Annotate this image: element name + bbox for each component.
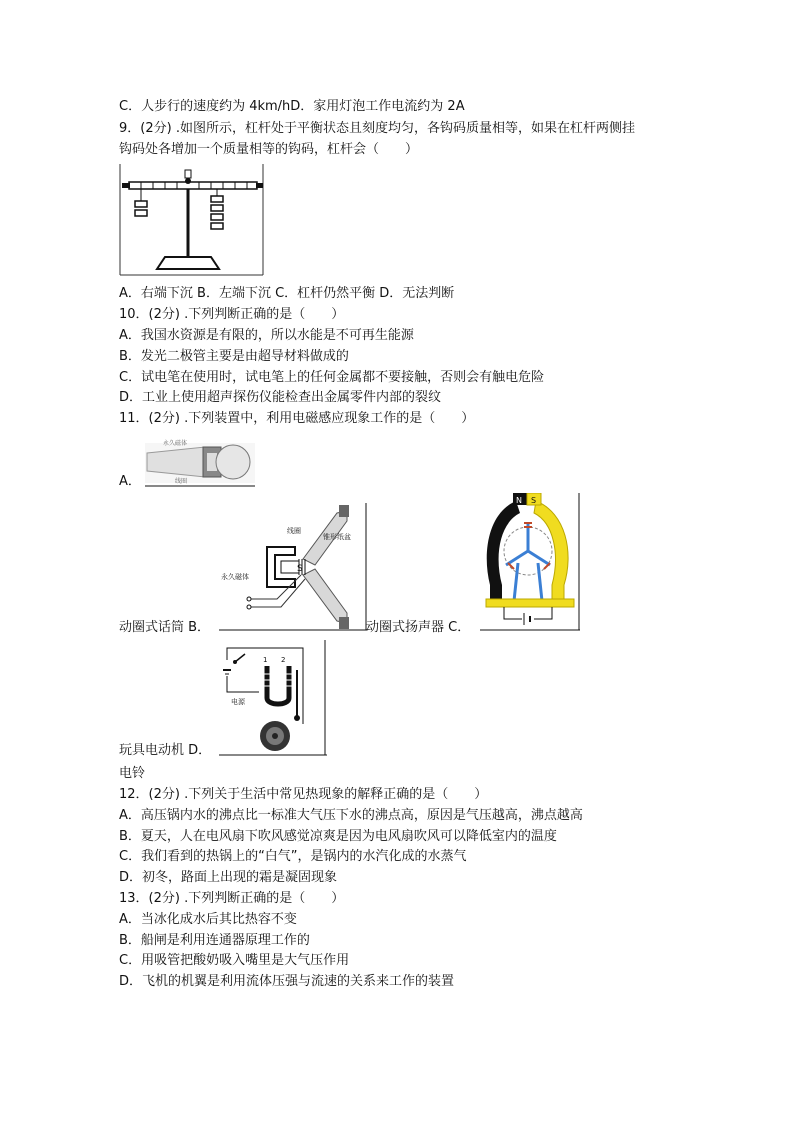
q12-option-b: B．夏天，人在电风扇下吹风感觉凉爽是因为电风扇吹风可以降低室内的温度 (119, 829, 557, 844)
svg-text:2: 2 (281, 656, 286, 664)
microphone-magnet-label: 永久磁体 (163, 440, 188, 447)
q11-caption-c-option-d: 玩具电动机 D． (119, 743, 212, 758)
q10-option-c: C．试电笔在使用时，试电笔上的任何金属都不要接触，否则会有触电危险 (119, 370, 545, 385)
q10-option-b: B．发光二极管主要是由超导材料做成的 (119, 349, 349, 364)
bell-power-label: 电源 (231, 698, 245, 706)
loudspeaker-magnet-label: 永久磁体 (221, 573, 249, 581)
loudspeaker-s-pole: S (297, 564, 303, 574)
motor-s-pole: S (531, 496, 537, 505)
q11-option-a-label: A． (119, 474, 141, 489)
q8-options-cd: C．人步行的速度约为 4km/hD．家用灯泡工作电流约为 2A (119, 99, 465, 114)
microphone-coil-label: 线圈 (175, 478, 188, 485)
q13-option-c: C．用吸管把酸奶吸入嘴里是大气压作用 (119, 953, 350, 968)
q11-stem: 11．(2分) .下列装置中，利用电磁感应现象工作的是（ ） (119, 411, 475, 426)
q11-caption-b-option-c: 动圈式扬声器 C． (366, 620, 471, 635)
bell-figure (219, 640, 327, 756)
loudspeaker-coil-label: 线圈 (287, 527, 301, 535)
q10-stem: 10．(2分) .下列判断正确的是（ ） (119, 307, 345, 322)
q11-caption-a-option-b: 动圈式话筒 B． (119, 620, 211, 635)
svg-text:1: 1 (263, 656, 268, 664)
loudspeaker-cone-label: 锥形纸盆 (323, 533, 351, 541)
q13-option-b: B．船闸是利用连通器原理工作的 (119, 933, 310, 948)
q12-stem: 12．(2分) .下列关于生活中常见热现象的解释正确的是（ ） (119, 787, 488, 802)
q12-option-d: D．初冬，路面上出现的霜是凝固现象 (119, 870, 338, 885)
q12-option-c: C．我们看到的热锅上的“白气”，是锅内的水汽化成的水蒸气 (119, 849, 467, 864)
q9-stem-line2: 钩码处各增加一个质量相等的钩码，杠杆会（ ） (119, 142, 419, 157)
q13-option-a: A．当冰化成水后其比热容不变 (119, 912, 297, 927)
q13-option-d: D．飞机的机翼是利用流体压强与流速的关系来工作的装置 (119, 974, 455, 989)
q9-options: A．右端下沉 B．左端下沉 C．杠杆仍然平衡 D．无法判断 (119, 286, 455, 301)
q9-stem-line1: 9．(2分) .如图所示，杠杆处于平衡状态且刻度均匀，各钩码质量相等，如果在杠杆两侧挂 (119, 121, 635, 136)
q13-stem: 13．(2分) .下列判断正确的是（ ） (119, 891, 345, 906)
q10-option-a: A．我国水资源是有限的，所以水能是不可再生能源 (119, 328, 414, 343)
motor-figure (480, 493, 580, 633)
q12-option-a: A．高压锅内水的沸点比一标准大气压下水的沸点高，原因是气压越高，沸点越高 (119, 808, 583, 823)
q10-option-d: D．工业上使用超声探伤仪能检查出金属零件内部的裂纹 (119, 390, 442, 405)
microphone-figure (145, 433, 255, 487)
loudspeaker-figure (219, 503, 367, 631)
q11-caption-d: 电铃 (119, 766, 146, 781)
motor-n-pole: N (516, 496, 522, 505)
lever-figure (119, 164, 265, 276)
